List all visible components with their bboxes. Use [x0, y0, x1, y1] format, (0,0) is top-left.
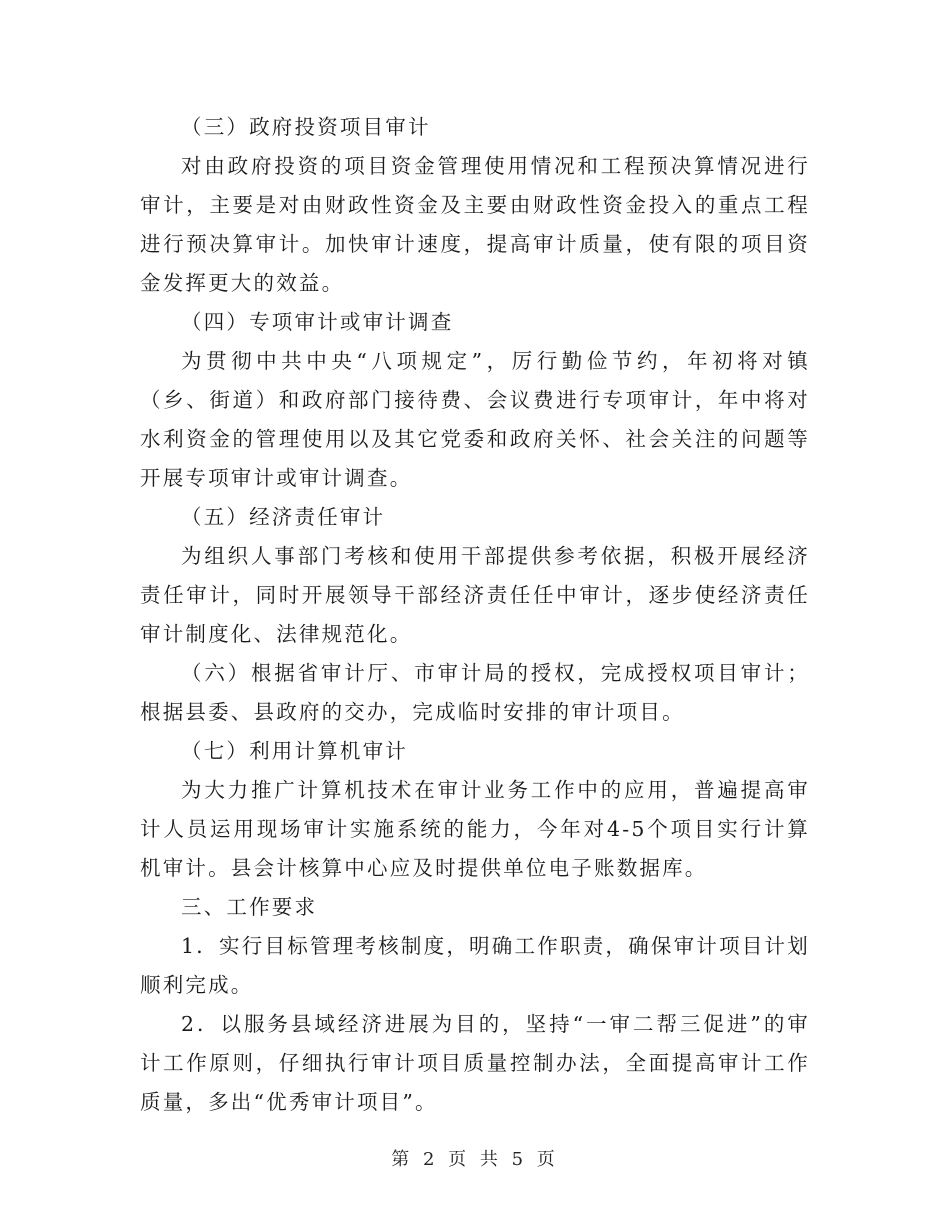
section-heading-3: （三）政府投资项目审计: [181, 115, 431, 139]
paragraph-requirement-2: 2．以服务县域经济进展为目的，坚持“一审二帮三促进”的审计工作原则，仔细执行审计项目质量控制办法，全面提高审计工作质量，多出“优秀审计项目”。: [140, 1012, 810, 1114]
section-heading-7: （七）利用计算机审计: [181, 739, 408, 763]
page-number-footer: 第 2 页 共 5 页: [391, 1149, 559, 1170]
paragraph-economic-responsibility: 为组织人事部门考核和使用干部提供参考依据，积极开展经济责任审计，同时开展领导干部经济责任任中审计，逐步使经济责任审计制度化、法律规范化。: [140, 544, 810, 646]
paragraph-government-investment: 对由政府投资的项目资金管理使用情况和工程预决算情况进行审计，主要是对由财政性资金及主要由财政性资金投入的重点工程进行预决算审计。加快审计速度，提高审计质量，使有限的项目资金发挥更大的效益。: [140, 154, 810, 295]
section-heading-4: （四）专项审计或审计调查: [181, 310, 454, 334]
document-body: [140, 108, 810, 1122]
section-heading-requirements: 三、工作要求: [181, 895, 318, 919]
paragraph-computer-audit: 为大力推广计算机技术在审计业务工作中的应用，普遍提高审计人员运用现场审计实施系统的能力，今年对4-5个项目实行计算机审计。县会计核算中心应及时提供单位电子账数据库。: [140, 778, 810, 880]
paragraph-special-audit: 为贯彻中共中央“八项规定”，厉行勤俭节约，年初将对镇（乡、街道）和政府部门接待费、会议费进行专项审计，年中将对水利资金的管理使用以及其它党委和政府关怀、社会关注的问题等开展专项审计或审计调查。: [140, 349, 810, 490]
paragraph-authorized-audit: （六）根据省审计厅、市审计局的授权，完成授权项目审计；根据县委、县政府的交办，完成临时安排的审计项目。: [140, 661, 810, 724]
section-heading-5: （五）经济责任审计: [181, 505, 386, 529]
paragraph-requirement-1: 1．实行目标管理考核制度，明确工作职责，确保审计项目计划顺利完成。: [140, 934, 810, 997]
